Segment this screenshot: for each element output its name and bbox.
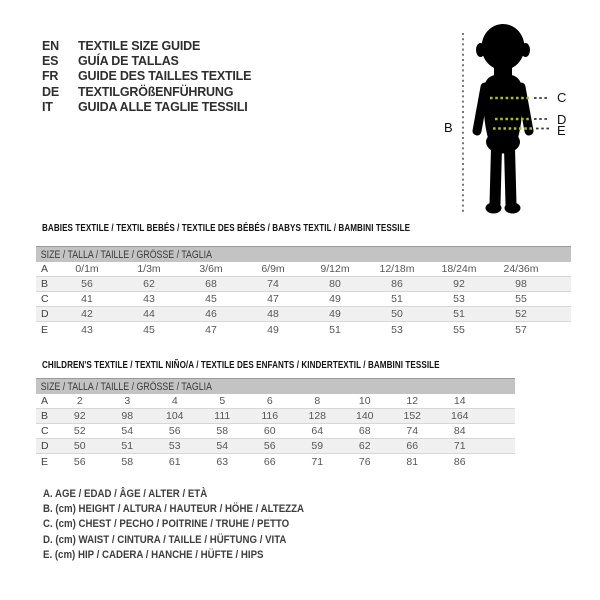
lang-row-fr — [42, 69, 251, 84]
legend-line: C. (cm) CHEST / PECHO / POITRINE / TRUHE / PETTO — [43, 518, 290, 531]
table-cell: 24/36m — [503, 263, 539, 275]
lang-title: TEXTILE SIZE GUIDE — [78, 38, 201, 53]
lang-row-de — [42, 84, 251, 99]
table-cell: 44 — [143, 308, 155, 320]
table-cell: 111 — [214, 410, 231, 422]
table-cell: 14 — [453, 395, 466, 407]
table-cell: 49 — [329, 308, 341, 320]
table-cell: 10 — [358, 395, 371, 407]
table-cell: 81 — [406, 455, 419, 468]
table-cell: 116 — [261, 410, 279, 422]
table-cell: 47 — [205, 323, 217, 336]
lang-code: FR — [42, 69, 59, 84]
table-size-header-text: SIZE / TALLA / TAILLE / GRÖSSE / TAGLIA — [40, 380, 212, 393]
table-cell: 49 — [267, 323, 279, 336]
table-cell: 8 — [314, 395, 321, 407]
lang-row-it — [42, 100, 251, 115]
lang-title: GUÍA DE TALLAS — [78, 54, 179, 69]
table-row — [36, 292, 571, 307]
lang-row-en — [42, 38, 251, 53]
table-cell: 47 — [267, 293, 279, 305]
legend-line: A. AGE / EDAD / ÂGE / ALTER / ETÀ — [43, 488, 208, 500]
table-cell: 3 — [124, 395, 131, 407]
table-cell: 53 — [168, 440, 181, 452]
legend-line: E. (cm) HIP / CADERA / HANCHE / HÜFTE / HIPS — [43, 548, 264, 561]
table-cell: 6/9m — [261, 263, 285, 275]
table-cell: 84 — [453, 425, 466, 437]
table-cell: 80 — [329, 278, 341, 290]
legend-line: B. (cm) HEIGHT / ALTURA / HAUTEUR / HÖHE / ALTEZZA — [43, 503, 305, 516]
hip-label: E — [557, 123, 566, 138]
table-cell: 42 — [81, 308, 93, 320]
table-cell: 12/18m — [379, 263, 415, 275]
table-cell: 56 — [81, 278, 93, 290]
table-cell: 52 — [515, 308, 527, 320]
table-cell: 43 — [143, 293, 155, 305]
table-cell: 56 — [263, 440, 276, 452]
table-row — [36, 454, 515, 469]
table-cell: 61 — [168, 455, 181, 468]
table-cell: 98 — [121, 410, 134, 422]
table-cell: 56 — [168, 425, 181, 437]
table-cell: 59 — [311, 440, 324, 452]
language-title-block — [42, 38, 251, 115]
table-cell: 104 — [165, 410, 184, 422]
table-cell: 68 — [358, 425, 371, 437]
table-cell: 50 — [73, 440, 86, 452]
table-cell: 71 — [453, 440, 466, 452]
table-cell: 51 — [453, 308, 465, 320]
babies-size-table — [36, 246, 571, 337]
table-cell: 54 — [216, 440, 229, 452]
table-cell: 53 — [391, 323, 403, 336]
table-cell: 55 — [515, 293, 527, 305]
table-row — [36, 262, 571, 277]
table-cell: 56 — [73, 455, 86, 468]
row-label: A — [41, 395, 49, 407]
table-row — [36, 277, 571, 292]
lang-code: DE — [42, 84, 59, 99]
table-cell: 0/1m — [75, 263, 99, 275]
table-cell: 55 — [453, 323, 465, 336]
row-label: D — [41, 440, 49, 452]
table-cell: 58 — [121, 455, 134, 468]
table-cell: 45 — [143, 323, 155, 336]
table-cell: 164 — [450, 410, 469, 422]
table-cell: 62 — [358, 440, 371, 452]
lang-row-es — [42, 53, 251, 68]
table-cell: 140 — [355, 410, 374, 422]
table-cell: 62 — [143, 278, 155, 290]
table-row — [36, 307, 571, 322]
table-cell: 128 — [308, 410, 327, 422]
table-cell: 43 — [81, 323, 93, 336]
lang-code: EN — [42, 38, 59, 53]
height-label: B — [444, 120, 453, 135]
table-cell: 46 — [205, 308, 217, 320]
table-cell: 1/3m — [137, 263, 161, 275]
table-cell: 66 — [406, 440, 419, 452]
table-cell: 74 — [406, 425, 419, 437]
children-size-table — [36, 378, 515, 469]
table-cell: 60 — [263, 425, 276, 437]
table-cell: 51 — [121, 440, 134, 452]
table-cell: 68 — [205, 278, 217, 290]
row-label: C — [41, 293, 49, 305]
table-row — [36, 439, 515, 454]
lang-title: GUIDE DES TAILLES TEXTILE — [78, 69, 252, 84]
table-cell: 4 — [171, 395, 178, 407]
table-size-header-text: SIZE / TALLA / TAILLE / GRÖSSE / TAGLIA — [40, 248, 212, 261]
table-cell: 45 — [205, 293, 217, 305]
table-cell: 98 — [515, 278, 527, 290]
table-cell: 92 — [453, 278, 465, 290]
measurement-legend — [43, 488, 340, 564]
table-row — [36, 394, 515, 409]
chest-label: C — [557, 90, 567, 105]
table-cell: 5 — [219, 395, 226, 407]
table-cell: 12 — [406, 395, 419, 407]
table-cell: 9/12m — [320, 263, 350, 275]
table-cell: 49 — [329, 293, 341, 305]
table-cell: 86 — [391, 278, 403, 290]
table-cell: 64 — [311, 425, 324, 437]
row-label: C — [41, 425, 49, 437]
table-cell: 71 — [311, 455, 324, 468]
table-cell: 2 — [76, 395, 83, 407]
table-cell: 6 — [266, 395, 273, 407]
row-label: D — [41, 308, 49, 320]
waist-label: D — [557, 112, 567, 127]
row-label: E — [41, 323, 49, 336]
row-label: B — [41, 278, 49, 290]
table-row — [36, 409, 515, 424]
babies-section-title: BABIES TEXTILE / TEXTIL BEBÉS / TEXTILE DES BÉBÉS / BABYS TEXTIL / BAMBINI TESSILE — [42, 222, 411, 234]
lang-title: GUIDA ALLE TAGLIE TESSILI — [78, 100, 248, 115]
table-cell: 51 — [329, 323, 341, 336]
table-size-header — [36, 378, 515, 394]
children-section-title: CHILDREN'S TEXTILE / TEXTIL NIÑO/A / TEXTILE DES ENFANTS / KINDERTEXTIL / BAMBINI TESSILE — [42, 359, 440, 371]
lang-code: IT — [42, 100, 53, 115]
table-cell: 50 — [391, 308, 403, 320]
table-cell: 152 — [403, 410, 422, 422]
table-row — [36, 424, 515, 439]
table-size-header — [36, 246, 571, 262]
table-cell: 92 — [73, 410, 86, 422]
table-cell: 63 — [216, 455, 229, 468]
table-cell: 52 — [73, 425, 86, 437]
table-cell: 18/24m — [441, 263, 477, 275]
row-label: E — [41, 455, 49, 468]
table-cell: 66 — [263, 455, 276, 468]
lang-title: TEXTILGRÖßENFÜHRUNG — [78, 84, 234, 99]
table-cell: 41 — [81, 293, 93, 305]
table-cell: 53 — [453, 293, 465, 305]
legend-line: D. (cm) WAIST / CINTURA / TAILLE / HÜFTUNG / VITA — [43, 533, 287, 546]
table-cell: 57 — [515, 323, 527, 336]
lang-code: ES — [42, 54, 59, 69]
row-label: A — [41, 263, 49, 275]
table-cell: 54 — [121, 425, 134, 437]
table-cell: 51 — [391, 293, 403, 305]
table-cell: 86 — [453, 455, 466, 468]
table-cell: 74 — [267, 278, 279, 290]
table-cell: 76 — [358, 455, 371, 468]
table-row — [36, 322, 571, 337]
table-cell: 48 — [267, 308, 279, 320]
table-cell: 58 — [216, 425, 229, 437]
row-label: B — [41, 410, 49, 422]
table-cell: 3/6m — [199, 263, 223, 275]
